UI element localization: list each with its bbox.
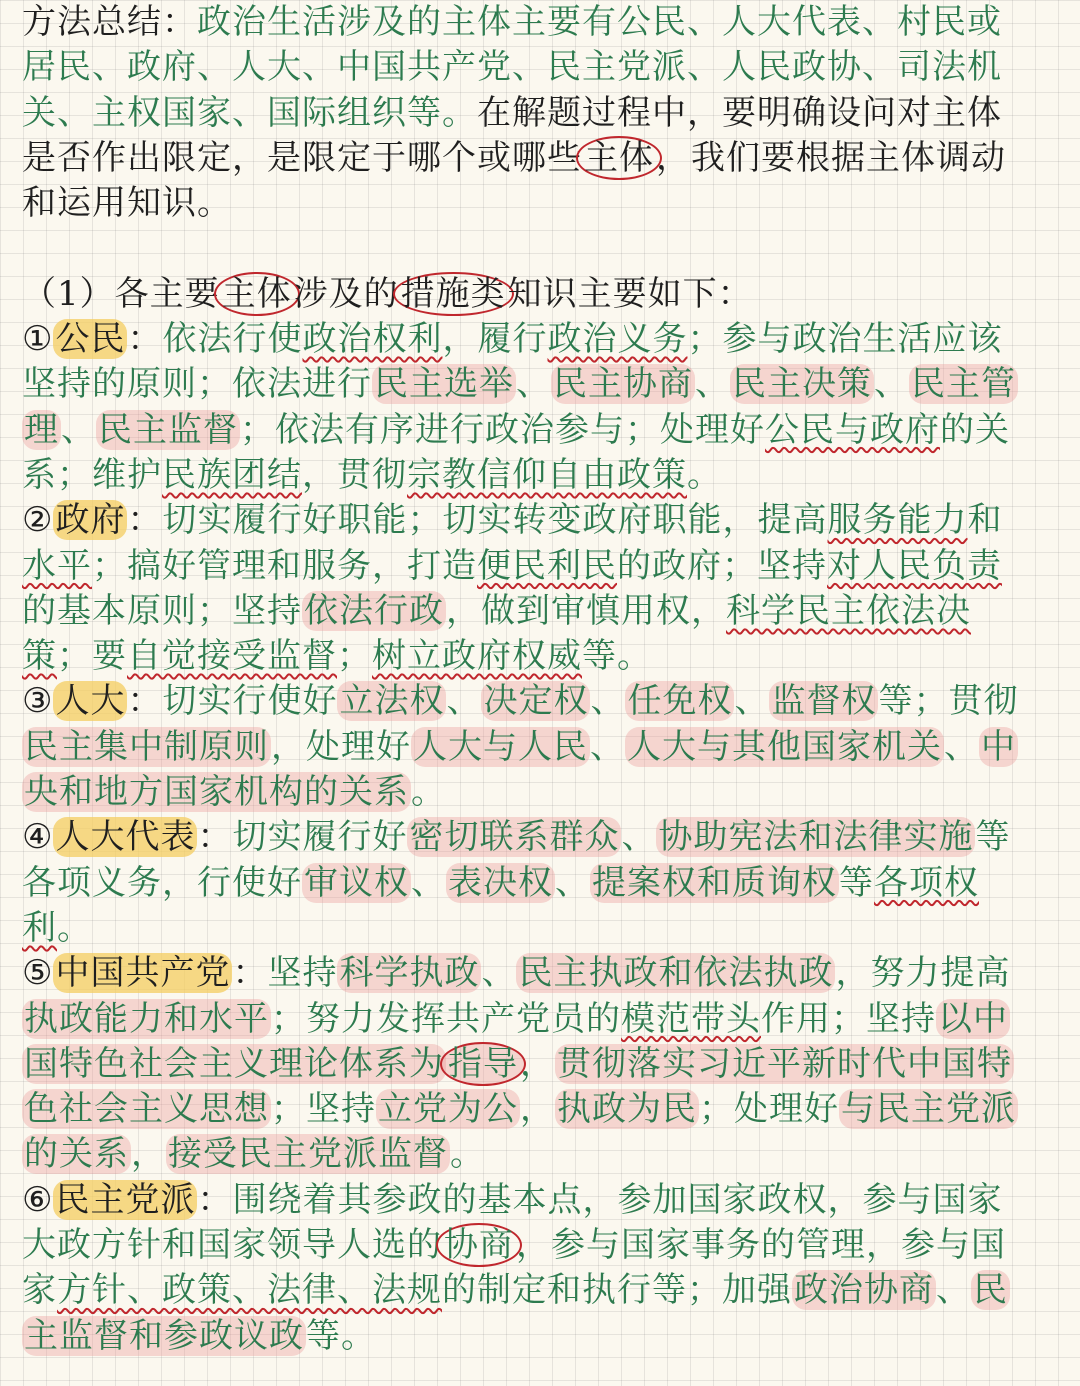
spacer xyxy=(22,226,1062,271)
government-line-1: ②政府：切实履行好职能；切实转变政府职能，提高服务能力和 xyxy=(22,500,1003,541)
subject-label: 人大代表 xyxy=(55,817,196,858)
subject-label: 中国共产党 xyxy=(55,953,231,994)
citizen-line-2: 坚持的原则；依法进行民主选举、民主协商、民主决策、民主管 xyxy=(22,364,1016,405)
parties-line-4: 主监督和参政议政等。 xyxy=(24,1315,376,1356)
subject-label: 人大 xyxy=(55,681,126,722)
government-line-4: 策；要自觉接受监督；树立政府权威等。 xyxy=(22,636,652,677)
item-number: ⑤ xyxy=(22,953,54,994)
npc-line-3: 央和地方国家机构的关系。 xyxy=(24,772,446,813)
npc-line-1: ③人大：切实行使好立法权、决定权、任免权、监督权等；贯彻 xyxy=(22,681,1019,722)
citizen-line-4: 系；维护民族团结，贯彻宗教信仰自由政策。 xyxy=(22,454,722,495)
cpc-line-5: 的关系，接受民主党派监督。 xyxy=(24,1134,485,1175)
summary-line-3: 关、主权国家、国际组织等。在解题过程中，要明确设问对主体 xyxy=(22,92,1002,133)
item-number: ① xyxy=(22,319,54,360)
circled-mark: 主体 xyxy=(576,136,662,180)
cpc-line-4: 色社会主义思想；坚持立党为公，执政为民；处理好与民主党派 xyxy=(24,1089,1016,1130)
parties-line-1: ⑥民主党派：围绕着其参政的基本点，参加国家政权，参与国家 xyxy=(22,1179,1003,1220)
item-number: ③ xyxy=(22,681,54,722)
parties-line-3: 家方针、政策、法律、法规的制定和执行等；加强政治协商、民 xyxy=(22,1270,1008,1311)
cpc-line-2: 执政能力和水平；努力发挥共产党员的模范带头作用；坚持以中 xyxy=(24,998,1008,1039)
circled-mark: 指导 xyxy=(440,1042,526,1086)
subject-label: 政府 xyxy=(55,500,126,541)
citizen-line-1: ①公民：依法行使政治权利，履行政治义务；参与政治生活应该 xyxy=(22,319,1003,360)
summary-label: 方法总结： xyxy=(22,2,197,42)
citizen-line-3: 理、民主监督；依法有序进行政治参与；处理好公民与政府的关 xyxy=(24,409,1010,450)
subject-label: 民主党派 xyxy=(55,1179,196,1220)
parties-line-2: 大政方针和国家领导人选的协商，参与国家事务的管理，参与国 xyxy=(22,1225,1006,1266)
government-line-3: 的基本原则；坚持依法行政，做到审慎用权，科学民主依法决 xyxy=(22,590,971,631)
item-number: ⑥ xyxy=(22,1179,54,1220)
circled-mark: 措施类 xyxy=(393,272,514,316)
deputy-line-2: 各项义务，行使好审议权、表决权、提案权和质询权等各项权 xyxy=(22,862,979,903)
item-number: ② xyxy=(22,500,54,541)
item-number: ④ xyxy=(22,817,54,858)
summary-line-1: 方法总结：政治生活涉及的主体主要有公民、人大代表、村民或 xyxy=(22,2,1002,42)
summary-line-4: 是否作出限定，是限定于哪个或哪些主体，我们要根据主体调动 xyxy=(22,137,1006,178)
summary-line-5: 和运用知识。 xyxy=(22,183,232,224)
circled-mark: 协商 xyxy=(436,1223,522,1267)
government-line-2: 水平；搞好管理和服务，打造便民利民的政府；坚持对人民负责 xyxy=(22,545,1002,586)
cpc-line-1: ⑤中国共产党：坚持科学执政、民主执政和依法执政，努力提高 xyxy=(22,953,1011,994)
summary-line-2: 居民、政府、人大、中国共产党、民主党派、人民政协、司法机 xyxy=(22,47,1002,88)
deputy-line-3: 利。 xyxy=(22,907,92,948)
section-heading: （1）各主要主体涉及的措施类知识主要如下： xyxy=(22,273,753,314)
circled-mark: 主体 xyxy=(214,272,300,316)
subject-label: 公民 xyxy=(55,319,126,360)
cpc-line-3: 国特色社会主义理论体系为 指导，贯彻落实习近平新时代中国特 xyxy=(24,1043,1012,1084)
handwritten-note xyxy=(22,0,1062,1359)
deputy-line-1: ④人大代表：切实履行好密切联系群众、协助宪法和法律实施等 xyxy=(22,817,1011,858)
npc-line-2: 民主集中制原则，处理好人大与人民、人大与其他国家机关、中 xyxy=(24,726,1016,767)
